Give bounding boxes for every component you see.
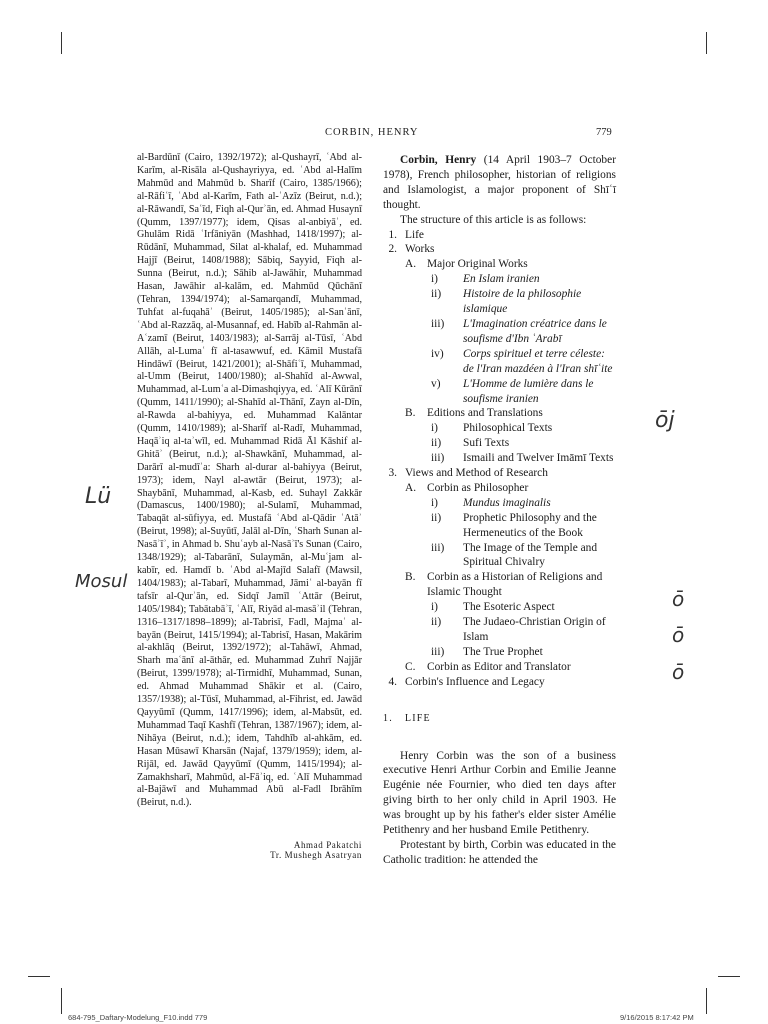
toc-item-text: Views and Method of Research [405, 467, 548, 480]
toc-item-text: Corbin's Influence and Legacy [405, 675, 545, 688]
section-heading [383, 712, 616, 727]
toc-item-number: i) [431, 601, 438, 614]
toc-item-number: B. [405, 571, 416, 584]
toc-item [383, 496, 616, 511]
toc-item-text: Corbin as Philosopher [427, 481, 529, 494]
toc-item [383, 541, 616, 571]
toc-item-text: Life [405, 228, 424, 241]
toc-item-number: ii) [431, 616, 442, 629]
toc-item-number: C. [405, 660, 416, 673]
toc-item [383, 570, 616, 600]
bibliography-text: al-Bardūnī (Cairo, 1392/1972); al-Qushayrī, ʿAbd al-Karīm, al-Risāla al-Qushayriyya, ed. ʿAbd al-Halīm Mahmūd and Mahmūd b. Sharīf (Cairo, 1385/1966); al-Rāfiʿī, ʿAbd al-Karīm, Fath al-ʿAzīz (Beirut, n.d.); al-Rāwandī, Saʿīd, Fiqh al-Qurʾān, ed. Ahmad Husaynī (Qumm, 1397/1977); idem, Qisas al-anbiyāʾ, ed. Ghulām Ridā ʿIrfāniyān (Mashhad, 1418/1997); al-Rūdānī, Muhammad, Silat al-khalaf, ed. Muhammad Hajjī (Beirut, 1408/1988); Sābiq, Sayyid, Fiqh al-Sunna (Beirut, n.d.); Sāhib al-Jawāhir, Muhammad Hasan, Jawāhir al-kalām, ed. Mahmūd Qūchānī (Tehran, 1394/1974); al-Samarqandī, Muhammad, Tuhfat al-fuqahāʾ (Beirut, 1405/1985); al-Sanʿānī, ʿAbd al-Razzāq, al-Musannaf, ed. Habīb al-Rahmān al-Aʿzamī (Beirut, 1403/1983); al-Sarrāj al-Tūsī, ʿAbd Allāh, al-Lumaʿ fī al-tasawwuf, ed. Kāmil Mustafā Hindāwī (Beirut, 1421/2001); al-Shāfiʿī, Muhammad, al-Umm (Beirut, 1400/1980); al-Shahīd al-Awwal, Muhammad, al-Lumʿa al-Dimashqiyya, ed. ʿAlī Kūrānī (Qumm, 1411/1990); al-Shahīd al-Thānī, Zayn al-Dīn, al-Rawda al-bahiyya, ed. Muhammad Kalāntar (Qumm, 1410/1989); al-Sharīf al-Radī, Muhammad, Haqāʾiq al-taʾwīl, ed. Muhammad Ridā Āl Kāshif al-Ghitāʾ (Beirut, n.d.); al-Shawkānī, Muhammad, al-Darārī al-mudīʾa: Sharh al-durar al-bahiyya (Beirut, 1973); idem, Nayl al-awtār (Beirut, 1973); al-Shaybānī, Muhammad, al-Kasb, ed. Suhayl Zakkār (Damascus, 1400/1980); al-Sulamī, Muhammad, Tabaqāt al-sūfiyya, ed. Mustafā ʿAbd al-Qādir ʿAtāʾ (Beirut, 1998); al-Suyūtī, Jalāl al-Dīn, ʿSharh Sunan al-Nasāʾīʾ, in Ahmad b. Shuʿayb al-Nasāʾī's Sunan (Cairo, 1348/1929); al-Tabarānī, Sulaymān, al-Muʿjam al-kabīr, ed. Hamdī b. ʿAbd al-Majīd Salafī (Mawsil, 1404/1983); al-Tabarī, Muhammad, Jāmiʿ al-bayān fī tafsīr al-Qurʾān, ed. Sidqī Jamīl ʿAttār (Beirut, 1405/1984); Tabātabāʾī, ʿAlī, Riyād al-masāʾil (Tehran, 1316–1317/1898–1899); al-Tabrisī, Fadl, Majmaʿ al-bayān (Beirut, 1415/1994); al-Tabrisī, Hasan, Makārim al-akhlāq (Beirut, 1392/1972); al-Tahāwī, Ahmad, Sharh maʿānī al-āthār, ed. Muhammad Zuhrī Najjār (Beirut, 1399/1978); al-Tirmidhī, Muhammad, Sunan, ed. Ahmad Muhammad Shākir et al. (Cairo, 1357/1938); al-Tūsī, Muhammad, al-Fihrist, ed. Jawād Qayyūmī (Qumm, 1417/1996); idem, al-Mabsūt, ed. Muhammad Taqī Kashfī (Tehran, 1387/1967); idem, al-Nihāya (Beirut, n.d.); idem, Tahdhīb al-ahkām, ed. Hasan Mūsawī Kharsān (Najaf, 1379/1959); idem, al-Rijāl, ed. Jawād Qayyūmī (Qumm, 1415/1994); al-Zamakhsharī, Mahmūd, al-Fāʾiq, ed. ʿAlī Muhammad al-Bajāwī and Muhammad Abū al-Fadl Ibrāhīm (Beirut, n.d.). [137, 152, 362, 809]
toc-item [383, 481, 616, 496]
toc-item-text: Corps spirituel et terre céleste: de l'Iran mazdéen à l'Iran shīʿite [463, 347, 613, 375]
toc-item [383, 228, 616, 243]
toc-item-number: A. [405, 258, 417, 271]
section-title: LIFE [404, 712, 431, 724]
toc-item-text: L'Imagination créatrice dans le soufisme d'Ibn ʿArabī [463, 317, 607, 345]
toc-item [383, 466, 616, 481]
toc-item-number: iv) [431, 347, 444, 360]
toc-item [383, 645, 616, 660]
body-paragraph: Protestant by birth, Corbin was educated in the Catholic tradition: he attended the [383, 838, 616, 866]
translator-signature: Tr. Mushegh Asatryan [270, 850, 362, 860]
toc-item-number: A. [405, 481, 417, 494]
toc-item-text: Prophetic Philosophy and the Hermeneutics of the Book [463, 511, 597, 539]
article-intro [383, 153, 616, 213]
margin-note-right-3: ō [672, 623, 685, 647]
toc-item-text: L'Homme de lumière dans le soufisme iranien [463, 377, 594, 405]
margin-note-right-1: ōj [655, 408, 675, 433]
toc-item-text: Mundus imaginalis [463, 496, 551, 509]
crop-mark-top-right [706, 32, 707, 54]
article-column [383, 153, 616, 868]
running-head-title: CORBIN, HENRY [325, 127, 419, 138]
toc-item-number: 4. [388, 675, 397, 688]
article-headword: Corbin, Henry [400, 154, 477, 166]
toc-item-number: iii) [431, 317, 445, 330]
toc-item [383, 406, 616, 421]
bibliography-column [137, 152, 362, 810]
table-of-contents [383, 228, 616, 690]
toc-item [383, 675, 616, 690]
toc-item [383, 615, 616, 645]
crop-mark-bottom-right [706, 988, 707, 1014]
crop-mark-bottom-right-h [718, 976, 740, 977]
crop-mark-bottom-left-h [28, 976, 50, 977]
structure-intro: The structure of this article is as follows: [400, 213, 587, 226]
slug-filename: 684-795_Daftary-Modelung_F10.indd 779 [68, 1013, 208, 1022]
toc-item-text: Works [405, 243, 435, 256]
toc-item [383, 287, 616, 317]
article-intro-text: (14 April 1903–7 October 1978), French philosopher, historian of religions and Islamologist, a major proponent of Shīʿī thought. [383, 154, 616, 211]
author-signature: Ahmad Pakatchi [293, 840, 362, 850]
toc-item-text: The Judaeo-Christian Origin of Islam [463, 616, 606, 643]
toc-item-number: iii) [431, 541, 445, 554]
toc-item [383, 272, 616, 287]
toc-item [383, 436, 616, 451]
crop-mark-bottom-left [61, 988, 62, 1014]
toc-item [383, 511, 616, 541]
toc-item [383, 242, 616, 257]
toc-item-text: Histoire de la philosophie islamique [463, 288, 582, 316]
toc-item [383, 421, 616, 436]
toc-item-number: i) [431, 422, 438, 435]
toc-item [383, 377, 616, 407]
toc-item-number: iii) [431, 645, 445, 658]
page-number: 779 [596, 127, 612, 138]
toc-item-number: 1. [388, 228, 397, 241]
toc-item-number: ii) [431, 511, 442, 524]
toc-item-text: Sufi Texts [463, 437, 510, 450]
toc-item [383, 451, 616, 466]
crop-mark-top-left [61, 32, 62, 54]
author-signatures [137, 840, 362, 860]
margin-note-right-2: ō [672, 587, 685, 611]
toc-item-text: Corbin as a Historian of Religions and Islamic Thought [427, 571, 603, 599]
body-paragraph: Henry Corbin was the son of a business executive Henri Arthur Corbin and Emilie Jeanne Eugénie née Fournier, who died ten days after giving birth to her only child in April 1903. He was brought up by his father's elder sister Amélie Petithenry and her husband Emile Petithenry. [383, 749, 616, 837]
toc-item-number: B. [405, 407, 416, 420]
margin-note-mosul: Mosul [75, 571, 128, 592]
toc-item [383, 660, 616, 675]
toc-item-number: i) [431, 496, 438, 509]
toc-item-text: The Esoteric Aspect [463, 601, 555, 614]
toc-item-number: 3. [388, 467, 397, 480]
toc-item-text: Ismaili and Twelver Imāmī Texts [463, 452, 614, 465]
toc-item-text: Philosophical Texts [463, 422, 553, 435]
toc-item-text: The Image of the Temple and Spiritual Chivalry [463, 541, 598, 569]
toc-item [383, 600, 616, 615]
toc-item [383, 317, 616, 347]
toc-item-number: ii) [431, 437, 442, 450]
toc-item-number: ii) [431, 288, 442, 301]
toc-item-text: En Islam iranien [463, 273, 540, 286]
toc-item-text: Editions and Translations [427, 407, 543, 420]
margin-note-right-4: ō [672, 660, 685, 684]
toc-item-text: The True Prophet [463, 645, 543, 658]
toc-item-number: iii) [431, 452, 445, 465]
toc-item-number: i) [431, 273, 438, 286]
toc-item-number: 2. [388, 243, 397, 256]
margin-note-lu: Lü [85, 484, 112, 509]
toc-item-text: Major Original Works [427, 258, 528, 271]
toc-item-text: Corbin as Editor and Translator [427, 660, 571, 673]
slug-timestamp: 9/16/2015 8:17:42 PM [620, 1013, 694, 1022]
toc-item [383, 347, 616, 377]
toc-item [383, 257, 616, 272]
section-number: 1. [383, 712, 393, 724]
toc-item-number: v) [431, 377, 441, 390]
